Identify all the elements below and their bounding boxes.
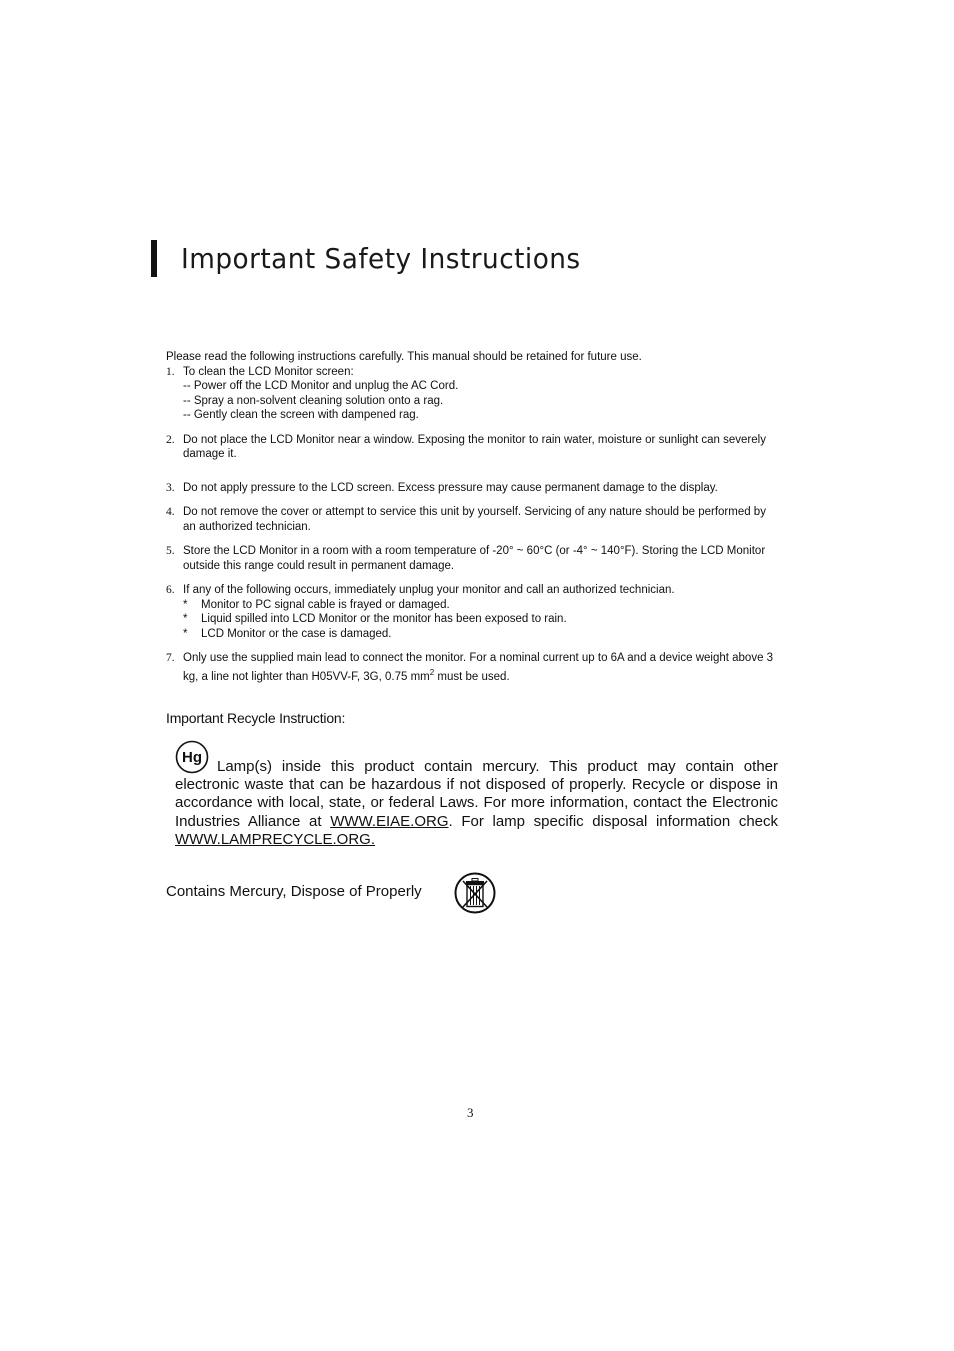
item-number: 7.	[166, 652, 175, 664]
instruction-item-7	[166, 651, 778, 684]
item-text: Do not remove the cover or attempt to service this unit by yourself. Servicing of any nature should be performed by an authorized technician.	[183, 506, 766, 533]
instruction-item-5	[166, 544, 778, 573]
recycle-text-2: . For lamp specific disposal information check	[448, 812, 779, 830]
bullet-star: *	[183, 627, 188, 640]
instruction-item-2	[166, 433, 778, 462]
item-text: Do not apply pressure to the LCD screen. Excess pressure may cause permanent damage to the display.	[183, 481, 718, 494]
item-text: Store the LCD Monitor in a room with a room temperature of -20° ~ 60°C (or -4° ~ 140°F). Storing the LCD Monitor outside this range could result in permanent damage.	[183, 545, 766, 572]
cleaning-step: -- Spray a non-solvent cleaning solution onto a rag.	[183, 394, 444, 407]
item-text: Do not place the LCD Monitor near a window. Exposing the monitor to rain water, moisture or sunlight can severely damage it.	[183, 433, 766, 460]
instruction-item-6	[166, 583, 778, 641]
condition-item	[183, 598, 778, 613]
instruction-item-4	[166, 505, 778, 534]
item-number: 2.	[166, 433, 175, 446]
cleaning-step: -- Power off the LCD Monitor and unplug the AC Cord.	[183, 380, 459, 392]
hg-icon-label: Hg	[182, 749, 202, 766]
item-text: Only use the supplied main lead to connect the monitor. For a nominal current up to 6A and a device weight above 3 kg, a line not lighter than H05VV-F, 3G, 0.75 mm	[183, 652, 774, 683]
condition-text: Liquid spilled into LCD Monitor or the monitor has been exposed to rain.	[201, 613, 567, 625]
instruction-item-1	[166, 365, 778, 423]
condition-text: Monitor to PC signal cable is frayed or damaged.	[201, 598, 450, 611]
condition-item	[183, 627, 778, 642]
item-text: If any of the following occurs, immediately unplug your monitor and call an authorized technician.	[183, 584, 675, 596]
crossed-out-bin-icon	[454, 872, 496, 914]
condition-item	[183, 612, 778, 627]
recycle-text-1: Lamp(s) inside this product contain mercury. This product may contain other electronic waste that can be hazardous if not disposed of properly. Recycle or dispose in accordance with local, state, or federal Laws. For more information, contact the Electronic Industries Alliance at	[175, 758, 778, 830]
page-title: Important Safety Instructions	[181, 242, 581, 275]
page-number: 3	[467, 1105, 474, 1120]
recycle-heading: Important Recycle Instruction:	[166, 710, 346, 726]
item-number: 4.	[166, 506, 175, 518]
instructions-section	[166, 350, 778, 684]
bullet-star: *	[183, 598, 188, 611]
item-text: To clean the LCD Monitor screen:	[183, 365, 354, 378]
item-number: 5.	[166, 545, 175, 557]
title-accent-bar	[151, 240, 157, 277]
item-number: 6.	[166, 584, 175, 596]
item-number: 3.	[166, 481, 175, 494]
eiae-link[interactable]: WWW.EIAE.ORG	[330, 812, 449, 830]
cleaning-steps	[183, 379, 778, 423]
condition-text: LCD Monitor or the case is damaged.	[201, 627, 392, 640]
instructions-list	[166, 365, 778, 684]
instruction-item-3	[166, 481, 778, 496]
cleaning-step: -- Gently clean the screen with dampened rag.	[183, 409, 419, 421]
intro-text: Please read the following instructions carefully. This manual should be retained for future use.	[166, 351, 642, 363]
item-number: 1.	[166, 365, 175, 378]
contains-mercury-text: Contains Mercury, Dispose of Properly	[166, 883, 422, 900]
item-text-end: must be used.	[434, 670, 510, 683]
superscript-2: 2	[429, 667, 435, 677]
lamprecycle-link[interactable]: WWW.LAMPRECYCLE.ORG.	[175, 830, 376, 848]
unplug-conditions	[183, 598, 778, 642]
recycle-paragraph	[175, 758, 778, 849]
bullet-star: *	[183, 613, 188, 625]
